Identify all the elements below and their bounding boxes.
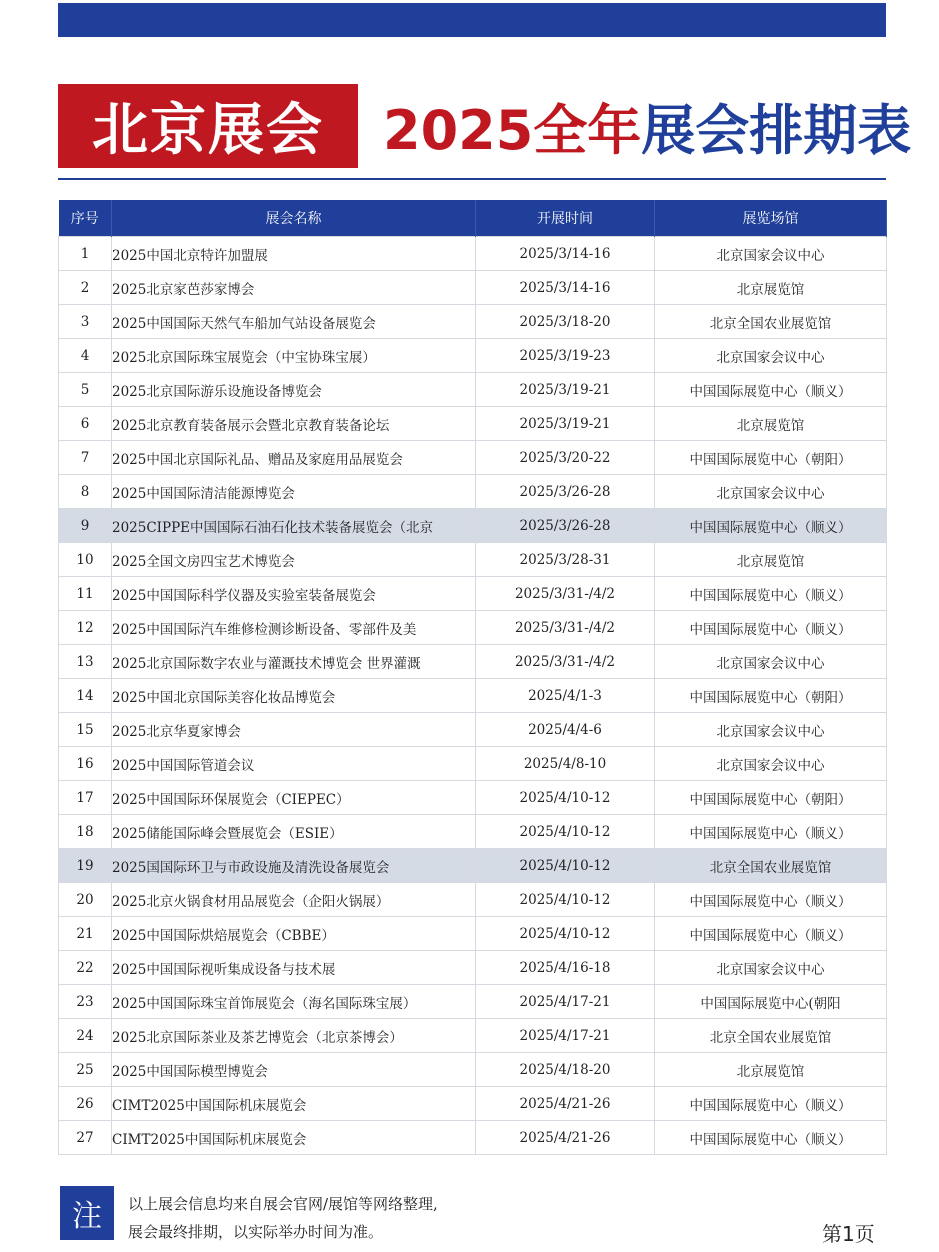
row-index: 8 [59,475,112,509]
page-number: 第1页 [822,1222,875,1246]
row-index: 15 [59,713,112,747]
row-exhibition-name: 2025中国国际天然气车船加气站设备展览会 [112,305,476,339]
row-date: 2025/3/31-/4/2 [476,645,655,679]
row-index: 26 [59,1087,112,1121]
row-venue: 中国国际展览中心（顺义） [655,883,887,917]
note-line-1: 以上展会信息均来自展会官网/展馆等网络整理, [128,1195,438,1213]
table-header-row [59,200,887,237]
table-row [59,373,887,407]
row-venue: 北京国家会议中心 [655,951,887,985]
table-row [59,951,887,985]
row-date: 2025/3/26-28 [476,509,655,543]
top-banner-bar [58,3,886,37]
row-index: 5 [59,373,112,407]
row-date: 2025/4/10-12 [476,917,655,951]
row-date: 2025/4/17-21 [476,985,655,1019]
row-index: 10 [59,543,112,577]
page-title [383,94,912,162]
row-date: 2025/4/8-10 [476,747,655,781]
row-venue: 北京展览馆 [655,1053,887,1087]
row-index: 4 [59,339,112,373]
row-date: 2025/4/16-18 [476,951,655,985]
row-date: 2025/4/4-6 [476,713,655,747]
row-venue: 北京全国农业展览馆 [655,849,887,883]
row-venue: 中国国际展览中心(朝阳 [655,985,887,1019]
row-date: 2025/4/10-12 [476,781,655,815]
row-index: 6 [59,407,112,441]
row-venue: 中国国际展览中心（顺义） [655,815,887,849]
title-year-text: 2025全年 [383,98,642,162]
row-date: 2025/3/31-/4/2 [476,611,655,645]
col-header-venue: 展览场馆 [655,200,887,237]
title-divider [58,178,886,180]
table-row [59,237,887,271]
row-index: 13 [59,645,112,679]
row-venue: 北京展览馆 [655,271,887,305]
row-date: 2025/3/18-20 [476,305,655,339]
col-header-name: 展会名称 [112,200,476,237]
table-row [59,679,887,713]
row-venue: 中国国际展览中心（顺义） [655,611,887,645]
table-row [59,917,887,951]
row-date: 2025/3/14-16 [476,237,655,271]
table-row [59,1053,887,1087]
row-exhibition-name: CIMT2025中国国际机床展览会 [112,1121,476,1155]
note-badge [60,1186,114,1240]
title-left-text: 北京展会 [92,98,324,163]
row-date: 2025/4/10-12 [476,815,655,849]
row-exhibition-name: 2025中国北京国际美容化妆品博览会 [112,679,476,713]
row-date: 2025/4/17-21 [476,1019,655,1053]
row-venue: 中国国际展览中心（顺义） [655,1121,887,1155]
table-row [59,1019,887,1053]
table-row [59,475,887,509]
row-exhibition-name: 2025中国国际环保展览会（CIEPEC） [112,781,476,815]
row-venue: 中国国际展览中心（顺义） [655,577,887,611]
row-date: 2025/4/21-26 [476,1121,655,1155]
row-exhibition-name: 2025北京国际珠宝展览会（中宝协珠宝展） [112,339,476,373]
row-exhibition-name: 2025北京火锅食材用品展览会（企阳火锅展） [112,883,476,917]
row-exhibition-name: 2025中国国际清洁能源博览会 [112,475,476,509]
row-index: 16 [59,747,112,781]
row-index: 22 [59,951,112,985]
row-exhibition-name: 2025北京国际茶业及茶艺博览会（北京茶博会） [112,1019,476,1053]
table-row [59,543,887,577]
row-exhibition-name: 2025中国国际汽车维修检测诊断设备、零部件及美 [112,611,476,645]
row-exhibition-name: 2025CIPPE中国国际石油石化技术装备展览会（北京 [112,509,476,543]
row-exhibition-name: 2025北京国际数字农业与灌溉技术博览会 世界灌溉 [112,645,476,679]
row-exhibition-name: 2025中国国际视听集成设备与技术展 [112,951,476,985]
row-exhibition-name: 2025北京家芭莎家博会 [112,271,476,305]
table-row [59,577,887,611]
row-venue: 北京国家会议中心 [655,645,887,679]
row-index: 23 [59,985,112,1019]
row-index: 19 [59,849,112,883]
row-date: 2025/3/28-31 [476,543,655,577]
table-row [59,339,887,373]
row-venue: 北京展览馆 [655,543,887,577]
col-header-date: 开展时间 [476,200,655,237]
row-exhibition-name: 2025中国国际科学仪器及实验室装备展览会 [112,577,476,611]
table-row [59,1087,887,1121]
row-venue: 北京国家会议中心 [655,747,887,781]
row-venue: 北京全国农业展览馆 [655,305,887,339]
table-body [59,237,887,1155]
row-venue: 中国国际展览中心（朝阳） [655,441,887,475]
table-row [59,781,887,815]
row-date: 2025/3/31-/4/2 [476,577,655,611]
row-index: 17 [59,781,112,815]
row-index: 3 [59,305,112,339]
row-date: 2025/3/20-22 [476,441,655,475]
table-row [59,849,887,883]
row-date: 2025/3/26-28 [476,475,655,509]
row-exhibition-name: 2025北京华夏家博会 [112,713,476,747]
title-badge [58,84,358,168]
row-exhibition-name: 2025国国际环卫与市政设施及清洗设备展览会 [112,849,476,883]
table-row [59,441,887,475]
row-exhibition-name: 2025全国文房四宝艺术博览会 [112,543,476,577]
row-exhibition-name: 2025北京国际游乐设施设备博览会 [112,373,476,407]
row-index: 11 [59,577,112,611]
row-index: 21 [59,917,112,951]
table-row [59,407,887,441]
row-index: 27 [59,1121,112,1155]
row-date: 2025/3/14-16 [476,271,655,305]
row-exhibition-name: 2025中国北京特许加盟展 [112,237,476,271]
row-venue: 中国国际展览中心（顺义） [655,1087,887,1121]
table-row [59,815,887,849]
row-date: 2025/3/19-21 [476,373,655,407]
row-exhibition-name: 2025北京教育装备展示会暨北京教育装备论坛 [112,407,476,441]
row-date: 2025/3/19-21 [476,407,655,441]
title-rest-text: 展会排期表 [641,98,912,162]
note-text [128,1190,438,1246]
row-index: 18 [59,815,112,849]
row-date: 2025/4/18-20 [476,1053,655,1087]
row-exhibition-name: CIMT2025中国国际机床展览会 [112,1087,476,1121]
row-date: 2025/3/19-23 [476,339,655,373]
row-exhibition-name: 2025储能国际峰会暨展览会（ESIE） [112,815,476,849]
row-index: 24 [59,1019,112,1053]
row-venue: 北京国家会议中心 [655,237,887,271]
row-index: 20 [59,883,112,917]
row-date: 2025/4/10-12 [476,883,655,917]
table-row [59,713,887,747]
row-venue: 北京国家会议中心 [655,713,887,747]
row-exhibition-name: 2025中国国际珠宝首饰展览会（海名国际珠宝展） [112,985,476,1019]
row-date: 2025/4/1-3 [476,679,655,713]
row-venue: 北京国家会议中心 [655,475,887,509]
row-exhibition-name: 2025中国国际烘焙展览会（CBBE） [112,917,476,951]
row-index: 1 [59,237,112,271]
row-venue: 中国国际展览中心（顺义） [655,917,887,951]
row-index: 25 [59,1053,112,1087]
row-date: 2025/4/10-12 [476,849,655,883]
table-row [59,271,887,305]
note-line-2: 展会最终排期，以实际举办时间为准。 [128,1223,384,1241]
row-venue: 中国国际展览中心（顺义） [655,373,887,407]
table-row [59,747,887,781]
row-exhibition-name: 2025中国北京国际礼品、赠品及家庭用品展览会 [112,441,476,475]
table-row [59,645,887,679]
row-venue: 北京国家会议中心 [655,339,887,373]
col-header-index: 序号 [59,200,112,237]
table-row [59,305,887,339]
row-index: 14 [59,679,112,713]
table-row [59,985,887,1019]
row-index: 7 [59,441,112,475]
row-exhibition-name: 2025中国国际管道会议 [112,747,476,781]
table-row [59,1121,887,1155]
row-venue: 中国国际展览中心（朝阳） [655,781,887,815]
row-venue: 中国国际展览中心（顺义） [655,509,887,543]
table-row [59,509,887,543]
row-index: 12 [59,611,112,645]
row-date: 2025/4/21-26 [476,1087,655,1121]
row-index: 9 [59,509,112,543]
row-venue: 北京全国农业展览馆 [655,1019,887,1053]
schedule-table [58,200,887,1155]
note-label: 注 [72,1199,102,1234]
table-row [59,883,887,917]
row-index: 2 [59,271,112,305]
row-exhibition-name: 2025中国国际模型博览会 [112,1053,476,1087]
row-venue: 中国国际展览中心（朝阳） [655,679,887,713]
table-row [59,611,887,645]
row-venue: 北京展览馆 [655,407,887,441]
